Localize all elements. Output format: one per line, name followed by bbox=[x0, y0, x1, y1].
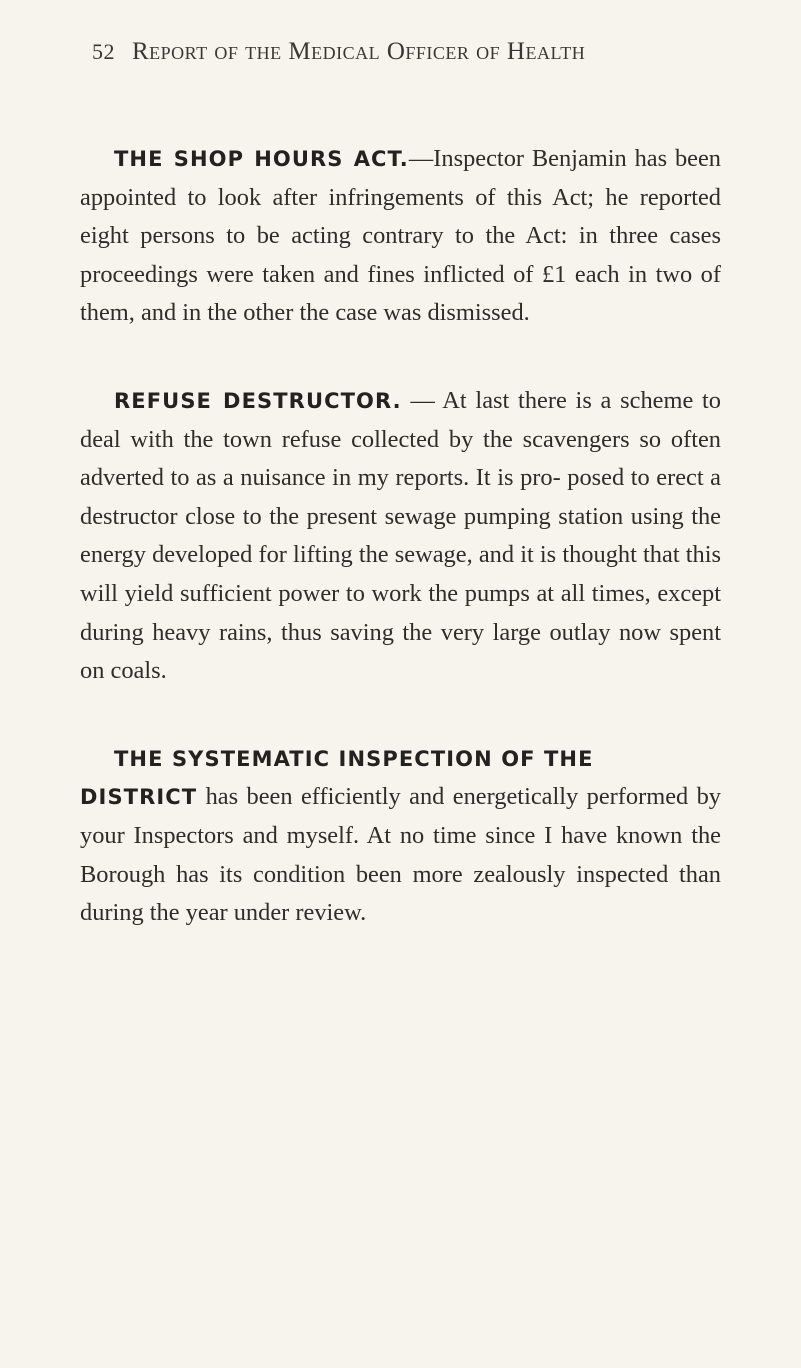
paragraph-refuse-destructor bbox=[80, 382, 721, 691]
section-heading-refuse-destructor: REFUSE DESTRUCTOR. bbox=[114, 388, 402, 413]
section-heading-systematic-inspection: THE SYSTEMATIC INSPECTION OF THE bbox=[114, 746, 594, 771]
running-head bbox=[92, 38, 712, 74]
paragraph-systematic-inspection bbox=[80, 740, 721, 933]
paragraph-shop-hours-act bbox=[80, 140, 721, 333]
section-heading-shop-hours-act: THE SHOP HOURS ACT. bbox=[114, 147, 409, 171]
page-body bbox=[80, 140, 721, 933]
running-head-title: Report of the Medical Officer of Health bbox=[132, 38, 586, 65]
paragraph-body: has been efficiently and energetically performed by your Inspectors and myself. At no time since I have known the Borough has its condition been more zealously inspected than during the year under review. bbox=[80, 783, 721, 927]
page-number: 52 bbox=[92, 39, 115, 64]
paragraph-body: — At last there is a scheme to deal with the town refuse collected by the scavengers so often adverted to as a nuisance in my reports. It is pro- posed to erect a destructor close to the present sewage pumping station using the energy developed for lifting the sewage, and it is thought that this will yield sufficient power to work the pumps at all times, except during heavy rains, thus saving the very large outlay now spent on coals. bbox=[80, 386, 721, 685]
section-heading-district: DISTRICT bbox=[80, 785, 198, 810]
paragraph-body: —Inspector Benjamin has been appointed to look after infringements of this Act; he reported eight persons to be acting contrary to the Act: in three cases proceedings were taken and fines inflicted of £1 each in two of them, and in the other the case was dismissed. bbox=[80, 145, 721, 327]
